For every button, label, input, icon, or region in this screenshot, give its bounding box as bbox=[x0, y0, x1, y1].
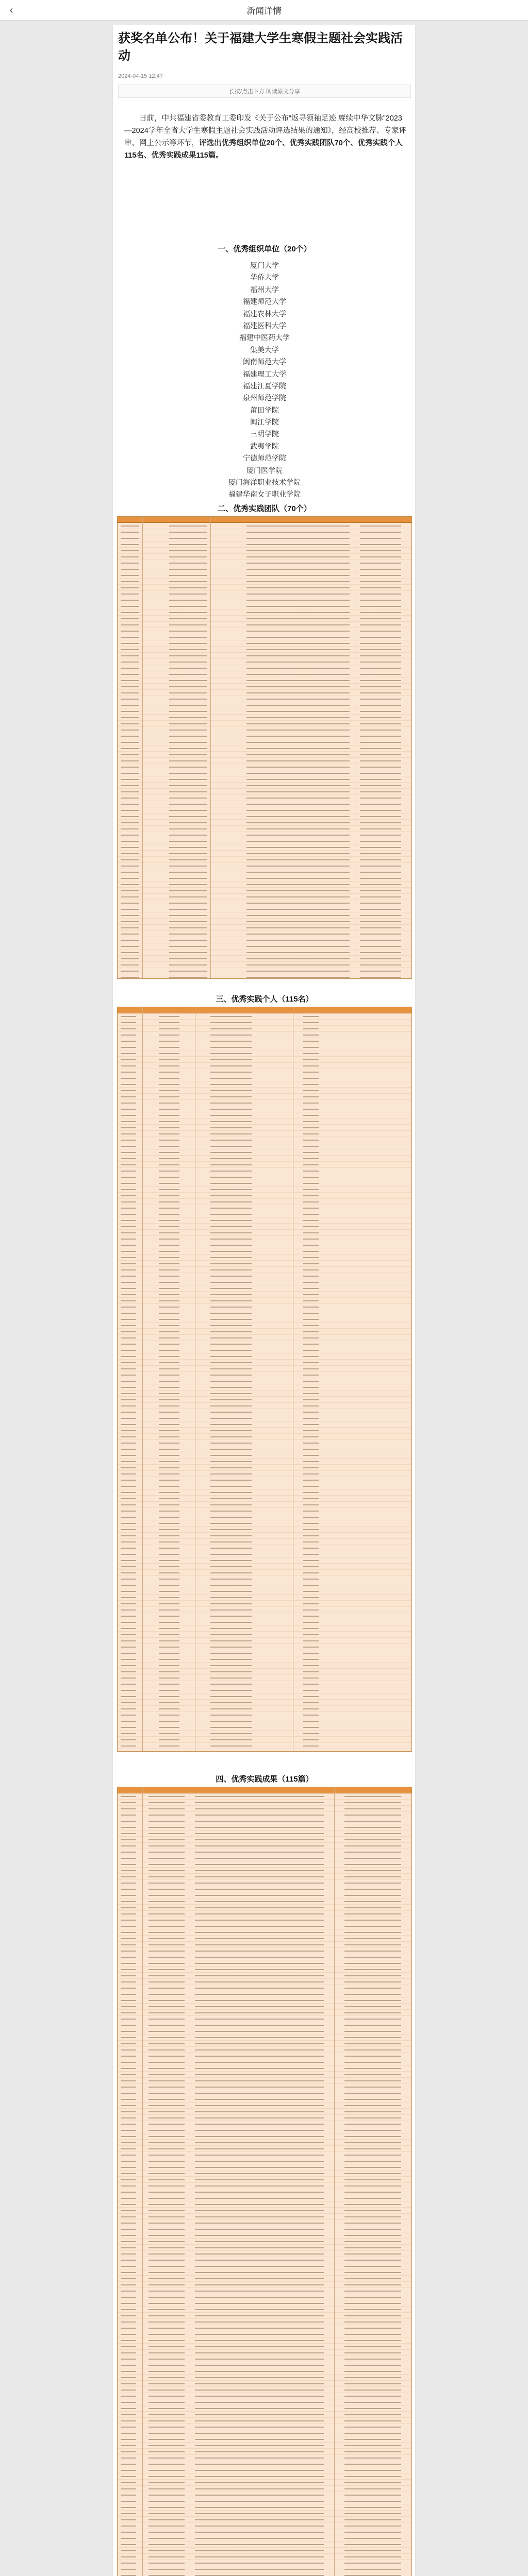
table-text-col bbox=[148, 1794, 185, 2576]
unit-list-item: 福建师范大学 bbox=[243, 297, 286, 306]
unit-list bbox=[113, 260, 416, 501]
table-header bbox=[118, 517, 411, 523]
table-text-col bbox=[121, 524, 139, 978]
individuals-table-image bbox=[117, 1007, 412, 1752]
results-table-image bbox=[117, 1787, 412, 2576]
unit-list-item: 福州大学 bbox=[250, 285, 279, 294]
article-container bbox=[112, 25, 416, 2576]
section-title-results: 四、优秀实践成果（115篇） bbox=[216, 1775, 314, 1784]
table-text-col bbox=[159, 1014, 179, 1751]
article-meta: 2024-04-15 12:47 bbox=[118, 73, 163, 79]
table-text-col bbox=[121, 1794, 136, 2576]
intro-highlight: 评选出优秀组织单位20个、优秀实践团队70个、优秀实践个人115名、优秀实践成果115篇。 bbox=[124, 139, 403, 160]
page-title: 新闻详情 bbox=[246, 6, 282, 16]
unit-list-item: 福建农林大学 bbox=[243, 309, 286, 318]
teams-table-image bbox=[117, 516, 412, 979]
chevron-left-icon[interactable]: ‹ bbox=[9, 5, 13, 16]
table-header bbox=[118, 1787, 411, 1793]
table-text-col bbox=[195, 1794, 324, 2576]
unit-list-item: 厦门医学院 bbox=[246, 466, 283, 474]
unit-list-item: 三明学院 bbox=[250, 430, 279, 438]
unit-list-item: 厦门海洋职业技术学院 bbox=[228, 478, 301, 487]
unit-list-item: 泉州师范学院 bbox=[243, 394, 286, 402]
table-text-col bbox=[360, 524, 401, 978]
unit-list-item: 闽南师范大学 bbox=[243, 358, 286, 366]
intro-paragraph bbox=[124, 112, 407, 162]
unit-list-item: 宁德师范学院 bbox=[243, 454, 286, 463]
section-title-individuals: 三、优秀实践个人（115名） bbox=[216, 995, 314, 1004]
article-headline: 获奖名单公布！关于福建大学生寒假主题社会实践活动 bbox=[118, 31, 403, 63]
intro-text: 日前，中共福建省委教育工委印发《关于公布“返寻领袖足迹 赓续中华文脉”2023—2024学年全省大学生寒假主题社会实践活动评选结果的通知》，经高校推荐、专家评审、网上公示等环节， bbox=[124, 114, 407, 147]
table-text-col bbox=[246, 524, 350, 978]
unit-list-item: 福建理工大学 bbox=[243, 369, 286, 378]
unit-list-item: 福建江夏学院 bbox=[243, 381, 286, 390]
unit-list-item: 福建医科大学 bbox=[243, 321, 286, 330]
unit-list-item: 武夷学院 bbox=[250, 442, 279, 450]
unit-list-item: 闽江学院 bbox=[250, 418, 279, 427]
table-text-col bbox=[210, 1014, 252, 1751]
table-text-col bbox=[303, 1014, 319, 1751]
section-title-teams: 二、优秀实践团队（70个） bbox=[218, 504, 311, 513]
top-bar bbox=[0, 0, 528, 21]
unit-list-item: 福建华南女子职业学院 bbox=[228, 490, 301, 499]
unit-list-item: 集美大学 bbox=[250, 345, 279, 354]
unit-list-item: 莆田学院 bbox=[250, 405, 279, 414]
table-header bbox=[118, 1007, 411, 1013]
section-title-units: 一、优秀组织单位（20个） bbox=[218, 245, 311, 253]
unit-list-item: 厦门大学 bbox=[250, 261, 279, 269]
share-notice[interactable]: 长按/点击下方 阅读原文分享 bbox=[118, 84, 411, 98]
unit-list-item: 福建中医药大学 bbox=[239, 333, 290, 342]
unit-list-item: 华侨大学 bbox=[250, 273, 279, 282]
table-text-col bbox=[121, 1014, 136, 1751]
table-text-col bbox=[169, 524, 207, 978]
table-text-col bbox=[344, 1794, 401, 2576]
